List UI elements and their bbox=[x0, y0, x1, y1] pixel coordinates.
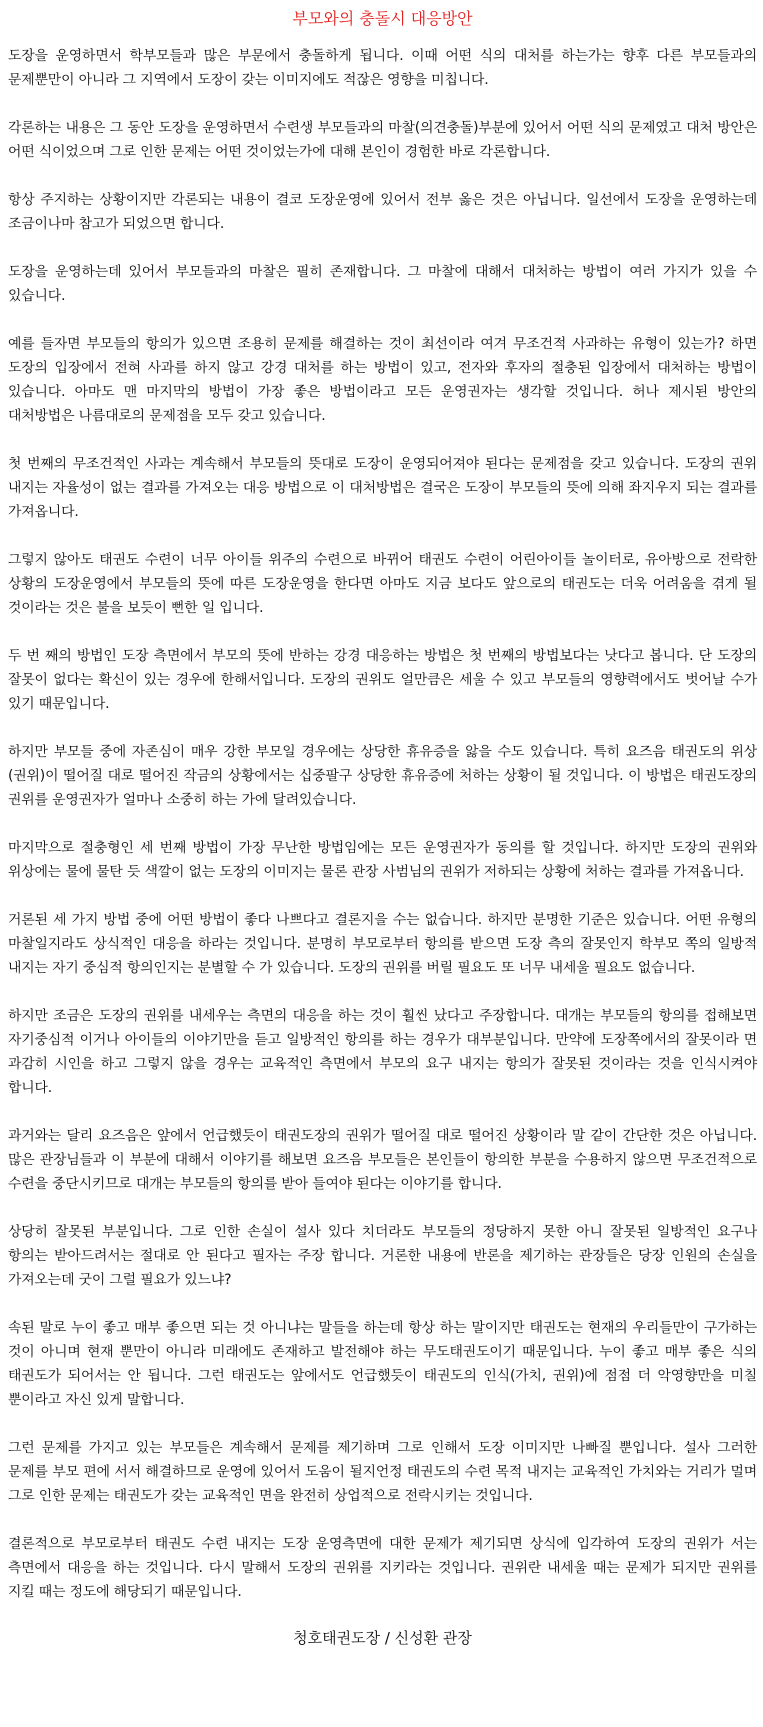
paragraph-6: 첫 번째의 무조건적인 사과는 계속해서 부모들의 뜻대로 도장이 운영되어져야 된다는 문제점을 갖고 있습니다. 도장의 권위 내지는 자율성이 없는 결과를 가져오는 대응 방법으로 이 대처방법은 결국은 도장이 부모들의 뜻에 의해 좌지우지 되는 결과를 가져옵니다. bbox=[8, 456, 757, 520]
paragraph-2: 각론하는 내용은 그 동안 도장을 운영하면서 수련생 부모들과의 마찰(의견충돌)부분에 있어서 어떤 식의 문제였고 대처 방안은 어떤 식이었으며 그로 인한 문제는 어떤 것이었는가에 대해 본인이 경험한 바로 각론합니다. bbox=[8, 120, 757, 160]
paragraph-14: 상당히 잘못된 부분입니다. 그로 인한 손실이 설사 있다 치더라도 부모들의 정당하지 못한 아니 잘못된 일방적인 요구나 항의는 받아드려서는 절대로 안 된다고 필자는 주장 합니다. 거론한 내용에 반론을 제기하는 관장들은 당장 인원의 손실을 가져오는데 굿이 그럴 필요가 있느냐? bbox=[8, 1224, 757, 1288]
paragraph-10: 마지막으로 절충형인 세 번째 방법이 가장 무난한 방법임에는 모든 운영권자가 동의를 할 것입니다. 하지만 도장의 권위와 위상에는 물에 물탄 듯 색깔이 없는 도장의 이미지는 물론 관장 사범님의 권위가 저하되는 상황에 처하는 결과를 가져옵니다. bbox=[8, 840, 757, 880]
paragraph-15: 속된 말로 누이 좋고 매부 좋으면 되는 것 아니냐는 말들을 하는데 항상 하는 말이지만 태권도는 현재의 우리들만이 구가하는 것이 아니며 현재 뿐만이 아니라 미래에도 존재하고 발전해야 하는 무도태권도이기 때문입니다. 누이 좋고 매부 좋은 식의 태권도가 되어서는 안 됩니다. 그런 태권도는 앞에서도 언급했듯이 태권도의 인식(가치, 권위)에 점점 더 악영향만을 미칠 뿐이라고 자신 있게 말합니다. bbox=[8, 1320, 757, 1408]
paragraph-12: 하지만 조금은 도장의 권위를 내세우는 측면의 대응을 하는 것이 훨씬 났다고 주장합니다. 대개는 부모들의 항의를 접해보면 자기중심적 이거나 아이들의 이야기만을 듣고 일방적인 항의를 하는 경우가 대부분입니다. 만약에 도장쪽에서의 잘못이라 면 과감히 시인을 하고 그렇지 않을 경우는 교육적인 측면에서 부모의 요구 내지는 항의가 잘못된 것이라는 것을 인식시켜야 합니다. bbox=[8, 1008, 757, 1096]
article-title: 부모와의 충돌시 대응방안 bbox=[292, 9, 473, 28]
paragraph-9: 하지만 부모들 중에 자존심이 매우 강한 부모일 경우에는 상당한 휴유증을 앓을 수도 있습니다. 특히 요즈음 태권도의 위상(권위)이 떨어질 대로 떨어진 작금의 상황에서는 십중팔구 상당한 휴유증에 처하는 상황이 될 것입니다. 이 방법은 태권도장의 권위를 운영권자가 얼마나 소중히 하는 가에 달려있습니다. bbox=[8, 744, 757, 808]
paragraph-7: 그렇지 않아도 태권도 수련이 너무 아이들 위주의 수련으로 바뀌어 태권도 수련이 어린아이들 놀이터로, 유아방으로 전락한 상황의 도장운영에서 부모들의 뜻에 따른 도장운영을 한다면 아마도 지금 보다도 앞으로의 태권도는 더욱 어려움을 겪게 될 것이라는 것은 불을 보듯이 뻔한 일 입니다. bbox=[8, 552, 757, 616]
paragraph-3: 항상 주지하는 상황이지만 각론되는 내용이 결코 도장운영에 있어서 전부 옳은 것은 아닙니다. 일선에서 도장을 운영하는데 조금이나마 참고가 되었으면 합니다. bbox=[8, 192, 757, 232]
paragraph-5: 예를 들자면 부모들의 항의가 있으면 조용히 문제를 해결하는 것이 최선이라 여겨 무조건적 사과하는 유형이 있는가? 하면 도장의 입장에서 전혀 사과를 하지 않고 강경 대처를 하는 방법이 있고, 전자와 후자의 절충된 입장에서 대처하는 방법이 있습니다. 아마도 맨 마지막의 방법이 가장 좋은 방법이라고 모든 운영권자는 생각할 것입니다. 허나 제시된 방안의 대처방법은 나름대로의 문제점을 모두 갖고 있습니다. bbox=[8, 336, 757, 424]
paragraph-13: 과거와는 달리 요즈음은 앞에서 언급했듯이 태권도장의 권위가 떨어질 대로 떨어진 상황이라 말 같이 간단한 것은 아닙니다. 많은 관장님들과 이 부분에 대해서 이야기를 해보면 요즈음 부모들은 본인들이 항의한 부분을 수용하지 않으면 무조건적으로 수련을 중단시키므로 대개는 부모들의 항의를 받아 들여야 된다는 이야기를 합니다. bbox=[8, 1128, 757, 1192]
paragraph-1: 도장을 운영하면서 학부모들과 많은 부문에서 충돌하게 됩니다. 이때 어떤 식의 대처를 하는가는 향후 다른 부모들과의 문제뿐만이 아니라 그 지역에서 도장이 갖는 이미지에도 적잖은 영향을 미칩니다. bbox=[8, 48, 757, 88]
paragraph-16: 그런 문제를 가지고 있는 부모들은 계속해서 문제를 제기하며 그로 인해서 도장 이미지만 나빠질 뿐입니다. 설사 그러한 문제를 부모 편에 서서 해결하므로 운영에 있어서 도움이 될지언정 태권도의 수련 목적 내지는 교육적인 가치와는 거리가 멀며 그로 인한 문제는 태권도가 갖는 교육적인 면을 완전히 상업적으로 전락시키는 것입니다. bbox=[8, 1440, 757, 1504]
author-signature: 청호태권도장 / 신성환 관장 bbox=[293, 1629, 472, 1647]
paragraph-4: 도장을 운영하는데 있어서 부모들과의 마찰은 필히 존재합니다. 그 마찰에 대해서 대처하는 방법이 여러 가지가 있을 수 있습니다. bbox=[8, 264, 757, 304]
paragraph-8: 두 번 째의 방법인 도장 측면에서 부모의 뜻에 반하는 강경 대응하는 방법은 첫 번째의 방법보다는 낫다고 봅니다. 단 도장의 잘못이 없다는 확신이 있는 경우에 한해서입니다. 도장의 권위도 얼만큼은 세울 수 있고 부모들의 영향력에서도 벗어날 수가 있기 때문입니다. bbox=[8, 648, 757, 712]
paragraph-17: 결론적으로 부모로부터 태권도 수련 내지는 도장 운영측면에 대한 문제가 제기되면 상식에 입각하여 도장의 권위가 서는 측면에서 대응을 하는 것입니다. 다시 말해서 도장의 권위를 지키라는 것입니다. 권위란 내세울 때는 문제가 되지만 권위를 지킬 때는 정도에 해당되기 때문입니다. bbox=[8, 1536, 757, 1600]
paragraph-11: 거론된 세 가지 방법 중에 어떤 방법이 좋다 나쁘다고 결론지을 수는 없습니다. 하지만 분명한 기준은 있습니다. 어떤 유형의 마찰일지라도 상식적인 대응을 하라는 것입니다. 분명히 부모로부터 항의를 받으면 도장 측의 잘못인지 학부모 쪽의 일방적 내지는 자기 중심적 항의인지는 분별할 수 가 있습니다. 도장의 권위를 버릴 필요도 또 너무 내세울 필요도 없습니다. bbox=[8, 912, 757, 976]
